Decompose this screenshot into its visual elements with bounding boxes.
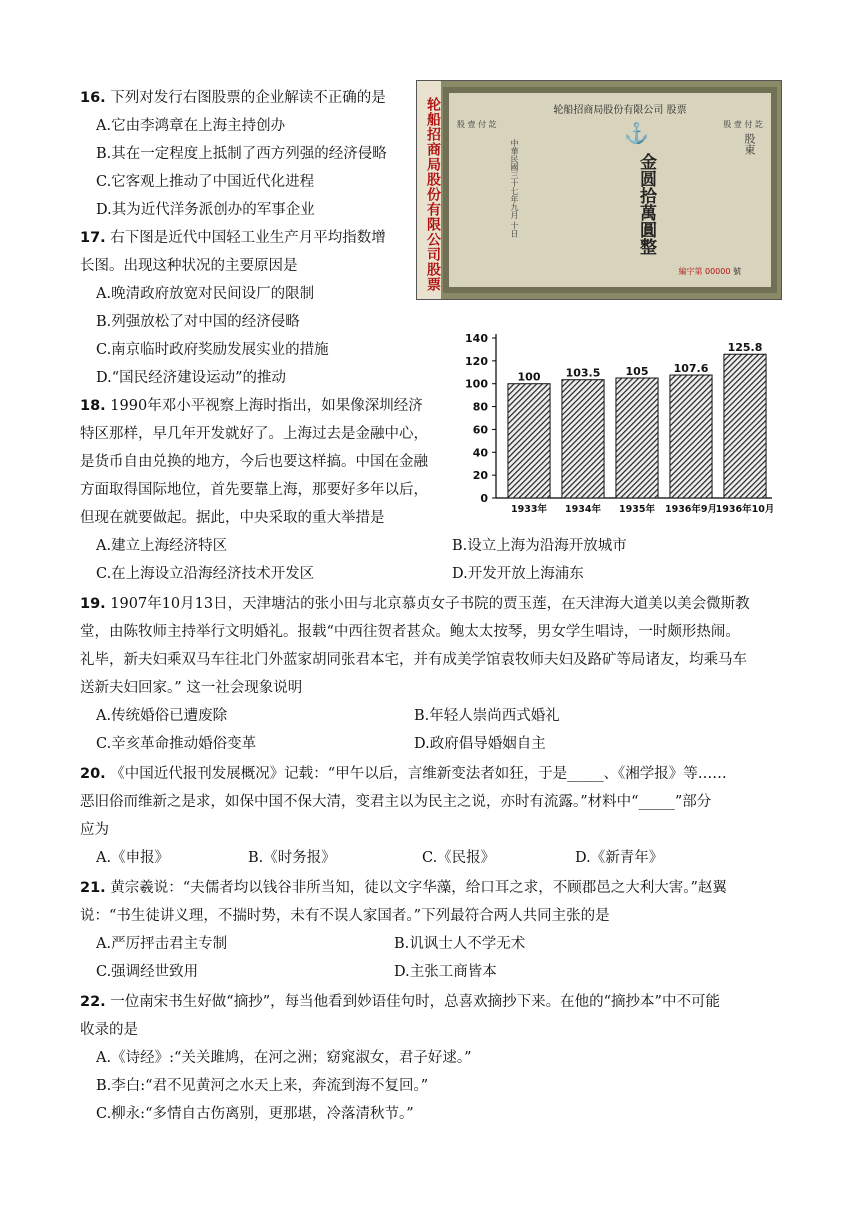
q18-stem-line-2: 特区那样，早几年开发就好了。上海过去是金融中心， bbox=[80, 426, 428, 442]
q22-number: 22. bbox=[80, 994, 106, 1010]
q22-option-c[interactable]: C.柳永:“多情自古伤离别，更那堪，冷落清秋节。” bbox=[96, 1106, 414, 1122]
q19-option-a[interactable]: A.传统婚俗已遭废除 bbox=[96, 708, 228, 724]
certificate-body bbox=[443, 87, 777, 293]
y-tick-label: 100 bbox=[465, 377, 488, 391]
q21-option-c[interactable]: C.强调经世致用 bbox=[96, 964, 199, 980]
q19-stem-line-1 bbox=[80, 594, 750, 614]
certificate-side-stamp: 轮船招商局股份有限公司股票 bbox=[417, 81, 441, 300]
bar-value-label: 103.5 bbox=[565, 366, 601, 380]
certificate-header: 轮船招商局股份有限公司 股票 bbox=[553, 105, 687, 116]
q20-option-d[interactable]: D.《新青年》 bbox=[575, 850, 664, 866]
y-tick-label: 40 bbox=[472, 446, 488, 460]
q17-option-a[interactable]: A.晚清政府放宽对民间设厂的限制 bbox=[96, 286, 315, 302]
bar bbox=[508, 384, 550, 498]
q18-option-b[interactable]: B.设立上海为沿海开放城市 bbox=[452, 538, 627, 554]
q22-option-a[interactable]: A.《诗经》:“关关雎鸠，在河之洲；窈窕淑女，君子好逑。” bbox=[96, 1050, 472, 1066]
bar bbox=[724, 354, 766, 498]
q19-stem-line-4: 送新夫妇回家。” 这一社会现象说明 bbox=[80, 680, 303, 696]
q17-option-c[interactable]: C.南京临时政府奖励发展实业的措施 bbox=[96, 342, 329, 358]
certificate-amount: 金圆拾萬圓整 bbox=[636, 153, 656, 255]
y-tick-label: 120 bbox=[465, 354, 488, 368]
q20-stem-text: 《中国近代报刊发展概况》记载：“甲午以后，言维新变法者如狂，于是_____、《湘学报》等…… bbox=[110, 766, 727, 782]
q21-option-a[interactable]: A.严厉抨击君主专制 bbox=[96, 936, 228, 952]
certificate-serial-number: 00000 bbox=[705, 267, 731, 276]
q22-stem-text: 一位南宋书生好做“摘抄”，每当他看到妙语佳句时，总喜欢摘抄下来。在他的“摘抄本”中不可能 bbox=[110, 994, 720, 1010]
q21-stem-text: 黄宗羲说：“夫儒者均以钱谷非所当知，徒以文字华藻，给口耳之求，不顾郡邑之大利大害。”赵翼 bbox=[110, 880, 727, 896]
bar-value-label: 125.8 bbox=[727, 341, 763, 355]
q20-stem-line-2: 恶旧俗而维新之是求，如保中国不保大清，变君主以为民主之说，亦时有流露。”材料中“_____”部分 bbox=[80, 794, 712, 810]
q18-option-d[interactable]: D.开发开放上海浦东 bbox=[452, 566, 584, 582]
q16-option-a[interactable]: A.它由李鸿章在上海主持创办 bbox=[96, 118, 286, 134]
q19-option-b[interactable]: B.年轻人崇尚西式婚礼 bbox=[414, 708, 560, 724]
q17-option-b[interactable]: B.列强放松了对中国的经济侵略 bbox=[96, 314, 300, 330]
bar-value-label: 107.6 bbox=[673, 362, 709, 376]
certificate-corner-right: 股 壹 付 訖 bbox=[723, 120, 763, 129]
bar-value-label: 100 bbox=[517, 370, 541, 384]
q19-stem-line-2: 堂，由陈牧师主持举行文明婚礼。报载“中西往贺者甚众。鲍太太按琴，男女学生唱诗，一时颇形热闹。 bbox=[80, 624, 740, 640]
certificate-shareholder-label: 股東 bbox=[743, 133, 756, 155]
q20-stem-line-1 bbox=[80, 764, 727, 784]
x-tick-label: 1933年 bbox=[511, 504, 547, 515]
q18-stem-line-3: 是货币自由兑换的地方，今后也要这样搞。中国在金融 bbox=[80, 454, 428, 470]
q18-stem-line-1 bbox=[80, 396, 423, 416]
stock-certificate-image bbox=[416, 80, 782, 300]
q21-stem-line-2: 说：“书生徒讲义理，不揣时势，未有不误人家国者。”下列最符合两人共同主张的是 bbox=[80, 908, 610, 924]
bar bbox=[616, 378, 658, 498]
x-tick-label: 1934年 bbox=[565, 504, 601, 515]
q20-number: 20. bbox=[80, 766, 106, 782]
q21-number: 21. bbox=[80, 880, 106, 896]
q16-option-c[interactable]: C.它客观上推动了中国近代化进程 bbox=[96, 174, 315, 190]
q22-option-b[interactable]: B.李白:“君不见黄河之水天上来，奔流到海不复回。” bbox=[96, 1078, 429, 1094]
y-tick-label: 60 bbox=[472, 423, 488, 437]
certificate-serial-suffix: 號 bbox=[733, 267, 741, 276]
q20-option-b[interactable]: B.《时务报》 bbox=[248, 850, 336, 866]
q17-option-d[interactable]: D.“国民经济建设运动”的推动 bbox=[96, 370, 287, 386]
q16-option-d[interactable]: D.其为近代洋务派创办的军事企业 bbox=[96, 202, 315, 218]
q17-number: 17. bbox=[80, 230, 106, 246]
x-tick-label: 1936年10月 bbox=[715, 504, 775, 515]
y-tick-label: 0 bbox=[480, 492, 488, 505]
index-bar-chart bbox=[460, 324, 780, 520]
bar bbox=[562, 380, 604, 498]
q16-number: 16. bbox=[80, 90, 106, 106]
x-tick-label: 1936年9月 bbox=[664, 504, 718, 515]
q17-stem-line-2: 长图。出现这种状况的主要原因是 bbox=[80, 258, 298, 274]
q22-stem-line-1 bbox=[80, 992, 720, 1012]
q19-option-c[interactable]: C.辛亥革命推动婚俗变革 bbox=[96, 736, 257, 752]
q20-option-c[interactable]: C.《民报》 bbox=[422, 850, 496, 866]
q19-number: 19. bbox=[80, 596, 106, 612]
q18-stem-line-4: 方面取得国际地位，首先要靠上海，那要好多年以后， bbox=[80, 482, 428, 498]
y-tick-label: 20 bbox=[472, 469, 488, 483]
bar bbox=[670, 375, 712, 498]
anchor-icon: ⚓ bbox=[624, 121, 649, 145]
y-tick-label: 80 bbox=[472, 400, 488, 414]
q17-stem-text: 右下图是近代中国轻工业生产月平均指数增 bbox=[110, 230, 386, 246]
q20-stem-line-3: 应为 bbox=[80, 822, 109, 838]
q22-stem-line-2: 收录的是 bbox=[80, 1022, 138, 1038]
certificate-date: 中華民國三十七年九月 十日 bbox=[510, 139, 519, 238]
q16-stem bbox=[80, 88, 386, 108]
q18-option-c[interactable]: C.在上海设立沿海经济技术开发区 bbox=[96, 566, 315, 582]
certificate-serial bbox=[678, 266, 741, 277]
q18-number: 18. bbox=[80, 398, 106, 414]
q20-option-a[interactable]: A.《申报》 bbox=[96, 850, 170, 866]
chart-bars bbox=[508, 341, 774, 515]
q16-stem-text: 下列对发行右图股票的企业解读不正确的是 bbox=[110, 90, 386, 106]
q21-option-d[interactable]: D.主张工商皆本 bbox=[394, 964, 497, 980]
q17-stem-line-1 bbox=[80, 228, 386, 248]
certificate-serial-label: 編字第 bbox=[678, 267, 703, 276]
q18-stem-line-5: 但现在就要做起。据此，中央采取的重大举措是 bbox=[80, 510, 385, 526]
q21-option-b[interactable]: B.讥讽士人不学无术 bbox=[394, 936, 526, 952]
q21-stem-line-1 bbox=[80, 878, 727, 898]
q19-stem-text: 1907年10月13日，天津塘沽的张小田与北京慕贞女子书院的贾玉莲，在天津海大道美以美会微斯教 bbox=[110, 596, 750, 612]
q19-option-d[interactable]: D.政府倡导婚姻自主 bbox=[414, 736, 546, 752]
certificate-corner-left: 股 壹 付 訖 bbox=[457, 120, 497, 129]
q18-stem-text: 1990年邓小平视察上海时指出，如果像深圳经济 bbox=[110, 398, 423, 414]
q16-option-b[interactable]: B.其在一定程度上抵制了西方列强的经济侵略 bbox=[96, 146, 387, 162]
x-tick-label: 1935年 bbox=[619, 504, 655, 515]
q18-option-a[interactable]: A.建立上海经济特区 bbox=[96, 538, 228, 554]
bar-value-label: 105 bbox=[625, 365, 649, 378]
q19-stem-line-3: 礼毕，新夫妇乘双马车往北门外蓝家胡同张君本宅，并有成美学馆袁牧师夫妇及路矿等局诸友，均乘马车 bbox=[80, 652, 747, 668]
y-tick-label: 140 bbox=[465, 332, 488, 345]
